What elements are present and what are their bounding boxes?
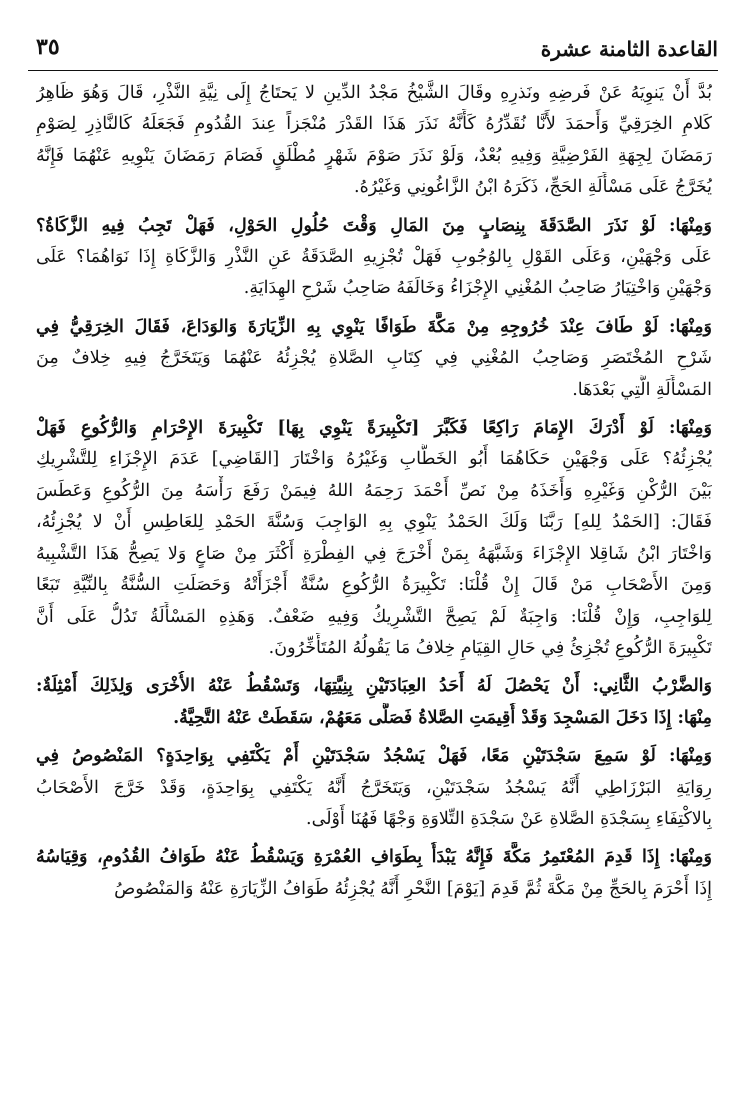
text-line: وَمِنْهَا: لَوْ أَدْرَكَ الإِمَامَ رَاكِعًا فَكَبَّرَ [تَكْبِيرَةً يَنْوِي بِهَا] تَكْبِيرَةَ الإِحْرَامِ وَالرُّكُوعِ فَهَلْ bbox=[36, 418, 712, 439]
text-line: بُدَّ أَنْ يَنوِيَهُ عَنْ فَرضِهِ ونَذرِهِ وقَالَ الشَّيْخُ مَجْدُ الدِّينِ لا يَحتَاجُ إِلَى نِيَّةِ النَّذْرِ، قَالَ وَهُوَ ظَاهِرُ bbox=[36, 83, 712, 103]
text-line: إِذَا أَحْرَمَ بِالحَجِّ مِنْ مَكَّةَ ثُمَّ قَدِمَ [يَوْمَ] النَّحْرِ أَنَّهُ يُجْزِئُهُ طَوَافُ الزِّيَارَةِ عَنْهُ وَالمَنْصُوصُ bbox=[114, 878, 712, 899]
text-line: مِنْهَا: إِذَا دَخَلَ المَسْجِدَ وَقَدْ أُقِيمَتِ الصَّلاةُ فَصَلَّى مَعَهُمْ، سَقَطَتْ عَنْهُ التَّحِيَّةُ. bbox=[173, 707, 712, 728]
text-line: بَيْنَ الرُّكْنِ وَغَيْرِهِ وَأَخَذَهُ مِنْ نَصِّ أَحْمَدَ رَحِمَهُ اللهُ فِيمَنْ رَفَعَ رَأْسَهُ مِنَ الرُّكُوعِ وَعَطَسَ bbox=[36, 480, 712, 501]
text-line: وَمِنْهَا: إِذَا قَدِمَ المُعْتَمِرُ مَكَّةَ فَإِنَّهُ يَبْدَأُ بِطَوَافِ العُمْرَةِ وَيَسْقُطُ عَنْهُ طَوَافُ القُدُومِ، وَقِيَاسُهُ bbox=[36, 847, 712, 868]
text-line: شَرْحِ المُخْتَصَرِ وَصَاحِبُ المُغْنِي فِي كِتَابِ الصَّلاةِ يُجْزِئُهُ عَنْهُمَا وَيَتَخَرَّجُ فِيهِ خِلافٌ مِنَ bbox=[36, 348, 712, 369]
text-line: كَلامِ الخِرَقِيِّ وَأَحمَدَ لأَنَّا نُقَدِّرُهُ كَأَنَّهُ نَذَرَ هَذَا القَدْرَ مُنْجَزاً عِندَ القُدُومِ فَجَعَلَهُ كَالنَّاذِرِ لِصَوْمِ bbox=[36, 114, 712, 135]
text-line: وَمِنْهَا: لَوْ طَافَ عِنْدَ خُرُوجِهِ مِنْ مَكَّةَ طَوَافًا يَنْوِي بِهِ الزِّيَارَةَ وَالوَدَاعَ، فَقَالَ الخِرَقِيُّ فِي bbox=[36, 316, 712, 337]
text-line: وَالضَّرْبُ الثَّانِي: أَنْ يَحْصُلَ لَهُ أَحَدُ العِبَادَتَيْنِ بِنِيَّتِهَا، وَتَسْقُطُ عَنْهُ الأُخْرَى وَلِذَلِكَ أَمْثِلَةٌ: bbox=[36, 676, 712, 697]
text-line: يُخَرَّجُ عَلَى مَسْأَلَةِ الحَجِّ، ذَكَرَهُ ابْنُ الزَّاغُونِي وَغَيْرُهُ. bbox=[354, 177, 712, 198]
paragraph bbox=[36, 741, 712, 835]
text-line: وَمِنَ الأَصْحَابِ مَنْ قَالَ إِنْ قُلْنَا: تَكْبِيرَةُ الرُّكُوعِ سُنَّةٌ أَجْزَأَتْهُ وَحَصَلَتِ السُّنَّةُ بِالنِّيَّةِ تَبَعًا bbox=[36, 575, 712, 596]
body-text bbox=[36, 78, 712, 912]
paragraph bbox=[36, 211, 712, 305]
paragraph bbox=[36, 671, 712, 734]
text-line: وَاخْتَارَ ابْنُ شَاقِلا الإِجْزَاءَ وَشَبَّهَهُ بِمَنْ أَخْرَجَ فِي الفِطْرَةِ أَكْثَرَ مِنْ صَاعٍ وَلا يَصِحُّ هَذَا التَّشْبِيهُ bbox=[36, 543, 712, 564]
text-line: بِالاكْتِفَاءِ بِسَجْدَةِ الصَّلاةِ عَنْ سَجْدَةِ التِّلاوَةِ وَجْهًا فَهُنَا أَوْلَى. bbox=[306, 808, 712, 829]
paragraph bbox=[36, 842, 712, 905]
text-line: وَجْهَيْنِ وَاخْتِيَارُ صَاحِبُ المُغْنِي الإِجْزَاءُ وَخَالَفَهُ صَاحِبُ شَرْحِ الهِدَايَةِ. bbox=[243, 278, 712, 299]
text-line: عَلَى وَجْهَيْنِ، وَعَلَى القَوْلِ بِالوُجُوبِ فَهَلْ تُجْزِيهِ الصَّدَقَةُ عَنِ النَّذْرِ وَالزَّكَاةِ إِذَا نَوَاهُمَا؟ عَلَى bbox=[36, 247, 712, 268]
text-line: وَمِنْهَا: لَوْ نَذَرَ الصَّدَقَةَ بِنِصَابٍ مِنَ المَالِ وَقْتَ حُلُولِ الحَوْلِ، فَهَلْ تَجِبُ فِيهِ الزَّكَاةُ؟ bbox=[36, 215, 712, 236]
text-line: وَمِنْهَا: لَوْ سَمِعَ سَجْدَتَيْنِ مَعًا، فَهَلْ يَسْجُدُ سَجْدَتَيْنِ أَمْ يَكْتَفِي بِوَاحِدَةٍ؟ المَنْصُوصُ فِي bbox=[36, 746, 712, 767]
page-number: ٣٥ bbox=[36, 34, 60, 60]
chapter-title: القاعدة الثامنة عشرة bbox=[540, 37, 718, 61]
running-header bbox=[28, 28, 718, 71]
text-line: المَسْأَلَةِ الَّتِي بَعْدَهَا. bbox=[572, 379, 712, 400]
paragraph bbox=[36, 78, 712, 204]
text-line: رِوَايَةِ البَرْزَاطِي أَنَّهُ يَسْجُدُ سَجْدَتَيْنِ، وَيَتَخَرَّجُ أَنَّهُ يَكْتَفِي بِوَاحِدَةٍ، وَقَدْ خَرَّجَ الأَصْحَابُ bbox=[36, 777, 712, 798]
text-line: فَقَالَ: [الحَمْدُ لِلهِ] رَبَّنَا وَلَكَ الحَمْدُ يَنْوِي بِهِ الوَاجِبَ وَسُنَّةَ الحَمْدِ لِلعَاطِسِ أَنْ لا يُجْزِئُهُ، bbox=[36, 512, 712, 533]
text-line: لِلوَاجِبِ، وَإِنْ قُلْنَا: وَاجِبَةٌ لَمْ يَصِحَّ التَّشْرِيكُ وَفِيهِ ضَعْفٌ. وَهَذِهِ المَسْأَلَةُ تَدُلُّ عَلَى أَنَّ bbox=[36, 606, 712, 627]
text-line: تَكْبِيرَةَ الرُّكُوعِ تُجْزِئُ فِي حَالِ القِيَامِ خِلافُ مَا يَقُولُهُ المُتَأَخِّرُونَ. bbox=[268, 637, 712, 658]
paragraph bbox=[36, 312, 712, 406]
paragraph bbox=[36, 413, 712, 664]
text-line: يُجْزِئُهُ؟ عَلَى وَجْهَيْنِ حَكَاهُمَا أَبُو الخَطَّابِ وَغَيْرُهُ وَاخْتَارَ [القَاضِي] عَدَمَ الإِجْزَاءِ لِلتَّشْرِيكِ bbox=[36, 449, 712, 470]
text-line: رَمَضَانَ لِجِهَةِ الفَرْضِيَّةِ وَفِيهِ بُعْدٌ، وَلَوْ نَذَرَ صَوْمَ شَهْرٍ مُطْلَقٍ فَصَامَ رَمَضَانَ يَنْوِيهِ عَنْهُمَا فَإِنَّهُ bbox=[36, 145, 712, 166]
